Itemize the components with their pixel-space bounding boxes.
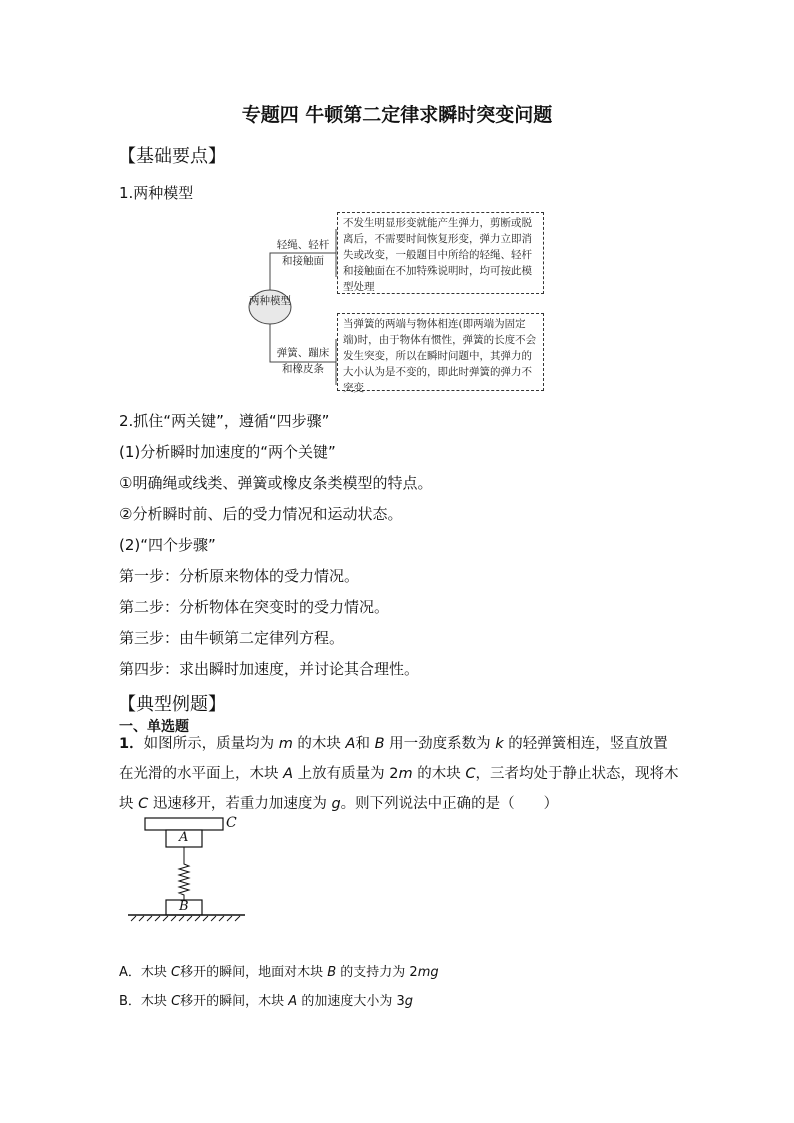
text-line: 第三步：由牛顿第二定律列方程。	[119, 629, 345, 647]
text-line: 第一步：分析原来物体的受力情况。	[119, 567, 360, 585]
section-heading-examples: 【典型例题】	[118, 694, 226, 715]
q-text: 和	[355, 736, 375, 752]
q-var: C	[465, 766, 476, 782]
q-var: g	[331, 796, 341, 812]
subsection-single-choice: 一、单选题	[119, 719, 189, 735]
opt-var: A	[288, 994, 298, 1009]
heading-two-keys: 2.抓住“两关键”，遵循“四步骤”	[119, 412, 330, 430]
q-text: 上放有质量为 2	[293, 766, 399, 782]
opt-var: C	[171, 994, 181, 1009]
q-text: 迅速移开，若重力加速度为	[148, 796, 332, 812]
opt-var: g	[404, 994, 413, 1009]
opt-var: C	[171, 965, 181, 980]
q-text: 的木块	[292, 736, 346, 752]
q-var: m	[398, 766, 413, 782]
q-text: 的轻弹簧相连，竖直放置在光滑的水平面上，木块	[119, 736, 668, 782]
section-heading-basics: 【基础要点】	[118, 146, 226, 167]
branch-label-rope-rod: 轻绳、轻杆和接触面	[276, 239, 330, 267]
q-var: A	[283, 766, 294, 782]
branch-label-spring: 弹簧、蹦床和橡皮条	[276, 347, 330, 375]
q-var: k	[495, 736, 504, 752]
q-var: A	[345, 736, 356, 752]
opt-text: 移开的瞬间，木块	[180, 994, 289, 1009]
opt-text: A．木块	[119, 965, 172, 980]
opt-var: B	[327, 965, 337, 980]
label-block-c: C	[226, 815, 237, 831]
q-var: B	[374, 736, 385, 752]
q-text: 如图所示，质量均为	[143, 736, 279, 752]
text-line: ②分析瞬时前、后的受力情况和运动状态。	[119, 505, 403, 523]
label-block-b: B	[179, 899, 189, 914]
opt-text: 移开的瞬间，地面对木块	[180, 965, 328, 980]
page-title: 专题四 牛顿第二定律求瞬时突变问题	[241, 104, 553, 126]
question-1	[119, 729, 679, 819]
box-rigid-model: 不发生明显形变就能产生弹力，剪断或脱离后，不需要时间恢复形变，弹力立即消失或改变，一般题目中所给的轻绳、轻杆和接触面在不加特殊说明时，均可按此模型处理	[337, 212, 544, 294]
label-block-a: A	[179, 830, 189, 845]
option-b	[119, 990, 413, 1009]
option-a	[119, 961, 439, 980]
opt-text: 的支持力为 2	[336, 965, 418, 980]
diagram-center-label: 两种模型	[249, 295, 291, 307]
q-var: m	[278, 736, 293, 752]
question-number: 1．	[119, 736, 144, 752]
box-spring-model: 当弹簧的两端与物体相连(即两端为固定端)时，由于物体有惯性，弹簧的长度不会发生突变，所以在瞬时问题中，其弹力的大小认为是不变的，即此时弹簧的弹力不突变	[337, 313, 544, 391]
q-text: 的木块	[412, 766, 466, 782]
opt-text: B．木块	[119, 994, 172, 1009]
q-text: ，三者均处于静止状态，现将木块	[119, 766, 679, 812]
text-line: ①明确绳或线类、弹簧或橡皮条类模型的特点。	[119, 474, 433, 492]
opt-var: mg	[417, 965, 439, 980]
q-text: 。则下列说法中正确的是（ ）	[340, 796, 559, 812]
opt-text: 的加速度大小为 3	[297, 994, 405, 1009]
text-line: (2)“四个步骤”	[119, 536, 216, 554]
heading-two-models: 1.两种模型	[119, 184, 194, 202]
q-text: 用一劲度系数为	[384, 736, 496, 752]
text-line: (1)分析瞬时加速度的“两个关键”	[119, 443, 336, 461]
text-line: 第二步：分析物体在突变时的受力情况。	[119, 598, 390, 616]
text-line: 第四步：求出瞬时加速度，并讨论其合理性。	[119, 660, 420, 678]
q-var: C	[138, 796, 149, 812]
